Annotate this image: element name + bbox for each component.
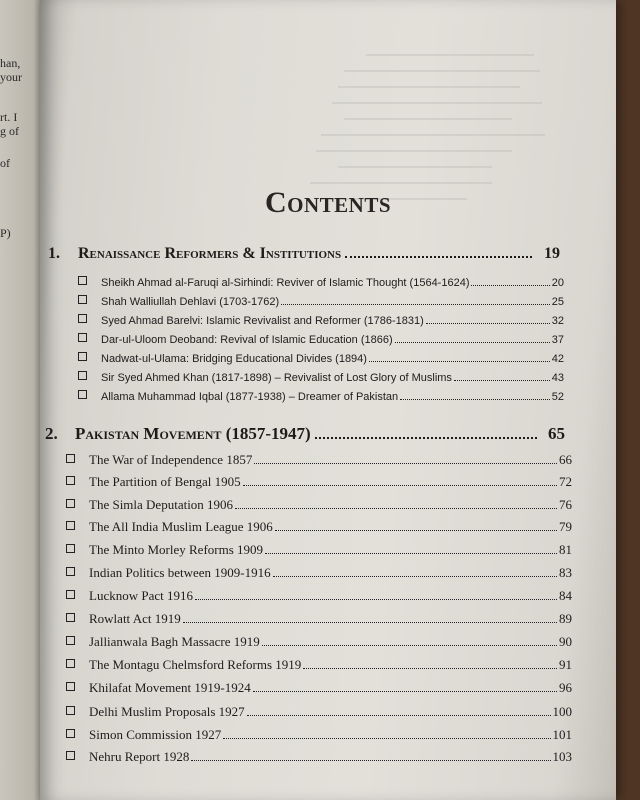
leader-dots <box>253 691 557 692</box>
toc-entry <box>66 542 572 558</box>
checkbox-icon <box>66 636 75 645</box>
leader-dots <box>281 304 550 305</box>
leader-dots <box>454 380 550 381</box>
entry-title: The Partition of Bengal 1905 <box>89 474 241 489</box>
section-title: Renaissance Reformers & Institutions <box>78 245 342 262</box>
leader-dots <box>265 553 557 554</box>
leader-dots <box>345 256 532 258</box>
entry-title: The Montagu Chelmsford Reforms 1919 <box>89 657 302 672</box>
entry-page-number: 96 <box>559 680 572 695</box>
toc-entry <box>78 372 564 384</box>
leader-dots <box>400 399 550 400</box>
contents-page <box>40 0 616 800</box>
entry-page-number: 72 <box>559 474 572 489</box>
entry-title: Khilafat Movement 1919-1924 <box>89 680 251 695</box>
leader-dots <box>247 715 551 716</box>
entry-page-number: 83 <box>559 565 572 580</box>
checkbox-icon <box>66 659 75 668</box>
entry-title: Sheikh Ahmad al-Faruqi al-Sirhindi: Reviver of Islamic Thought (1564-1624) <box>101 277 470 289</box>
leader-dots <box>426 323 550 324</box>
entry-page-number: 81 <box>559 542 572 557</box>
toc-entry <box>66 727 572 743</box>
page-title: Contents <box>264 186 392 219</box>
entry-title: The Minto Morley Reforms 1909 <box>89 542 264 557</box>
entry-title: Simon Commission 1927 <box>89 727 222 742</box>
entry-title: Allama Muhammad Iqbal (1877-1938) – Dreamer of Pakistan <box>101 391 399 403</box>
checkbox-icon <box>78 352 87 361</box>
leader-dots <box>395 342 550 343</box>
checkbox-icon <box>78 276 87 285</box>
toc-entry <box>66 519 572 535</box>
toc-entry <box>66 749 572 765</box>
toc-entry <box>78 353 564 365</box>
leader-dots <box>243 485 557 486</box>
leader-dots <box>223 738 550 739</box>
entry-page-number: 91 <box>559 657 572 672</box>
toc-entry <box>78 315 564 327</box>
prev-page-text: of <box>0 156 10 170</box>
entry-title: Indian Politics between 1909-1916 <box>89 565 271 580</box>
entry-page-number: 101 <box>552 727 572 742</box>
checkbox-icon <box>66 544 75 553</box>
section-number: 2. <box>45 424 58 443</box>
toc-entry <box>66 474 572 490</box>
entry-title: Lucknow Pact 1916 <box>89 588 193 603</box>
entry-page-number: 52 <box>551 391 564 403</box>
toc-entry <box>78 296 564 308</box>
entry-page-number: 103 <box>552 749 572 764</box>
entry-title: Delhi Muslim Proposals 1927 <box>89 704 245 719</box>
entry-title: Nadwat-ul-Ulama: Bridging Educational Divides (1894) <box>101 353 367 365</box>
checkbox-icon <box>66 613 75 622</box>
entry-title: Nehru Report 1928 <box>89 749 190 764</box>
leader-dots <box>191 760 550 761</box>
entry-page-number: 100 <box>552 704 572 719</box>
leader-dots <box>235 508 557 509</box>
entry-page-number: 37 <box>551 334 564 346</box>
checkbox-icon <box>66 590 75 599</box>
leader-dots <box>369 361 550 362</box>
toc-entry <box>78 277 564 289</box>
section-number: 1. <box>48 245 60 262</box>
leader-dots <box>183 622 557 623</box>
toc-entry <box>66 565 572 581</box>
leader-dots <box>254 463 557 464</box>
toc-entry <box>66 452 572 468</box>
section-heading <box>45 424 565 444</box>
leader-dots <box>303 668 557 669</box>
checkbox-icon <box>78 333 87 342</box>
toc-entry <box>66 680 572 696</box>
section-title: Pakistan Movement (1857-1947) <box>75 424 311 443</box>
entry-page-number: 79 <box>559 519 572 534</box>
entry-title: Jallianwala Bagh Massacre 1919 <box>89 634 260 649</box>
entry-title: Syed Ahmad Barelvi: Islamic Revivalist and Reformer (1786-1831) <box>101 315 424 327</box>
entry-title: The All India Muslim League 1906 <box>89 519 273 534</box>
entry-page-number: 90 <box>559 634 572 649</box>
entry-page-number: 25 <box>551 296 564 308</box>
checkbox-icon <box>66 454 75 463</box>
entry-page-number: 89 <box>559 611 572 626</box>
checkbox-icon <box>66 729 75 738</box>
entry-title: The War of Independence 1857 <box>89 452 253 467</box>
section-heading <box>48 245 560 263</box>
entry-title: Dar-ul-Uloom Deoband: Revival of Islamic Education (1866) <box>101 334 393 346</box>
toc-entry <box>66 657 572 673</box>
entry-page-number: 32 <box>551 315 564 327</box>
entry-title: The Simla Deputation 1906 <box>89 497 234 512</box>
prev-page-text: P) <box>0 226 11 240</box>
checkbox-icon <box>66 521 75 530</box>
toc-entry <box>78 334 564 346</box>
prev-page-text: your <box>0 70 22 84</box>
checkbox-icon <box>78 371 87 380</box>
entry-title: Sir Syed Ahmed Khan (1817-1898) – Revivalist of Lost Glory of Muslims <box>101 372 452 384</box>
checkbox-icon <box>66 682 75 691</box>
checkbox-icon <box>66 706 75 715</box>
section-page-number: 19 <box>544 245 560 262</box>
prev-page-text: rt. I <box>0 110 18 124</box>
leader-dots <box>262 645 557 646</box>
leader-dots <box>275 530 557 531</box>
entry-page-number: 84 <box>559 588 572 603</box>
leader-dots <box>273 576 557 577</box>
entry-page-number: 66 <box>559 452 572 467</box>
toc-entry <box>66 588 572 604</box>
entry-page-number: 43 <box>551 372 564 384</box>
section-page-number: 65 <box>548 424 565 443</box>
prev-page-text: han, <box>0 56 21 70</box>
leader-dots <box>315 437 537 439</box>
entry-page-number: 76 <box>559 497 572 512</box>
entry-page-number: 42 <box>551 353 564 365</box>
checkbox-icon <box>78 390 87 399</box>
toc-entry <box>66 704 572 720</box>
entry-title: Rowlatt Act 1919 <box>89 611 181 626</box>
checkbox-icon <box>66 476 75 485</box>
toc-entry <box>66 611 572 627</box>
leader-dots <box>195 599 557 600</box>
prev-page-text: g of <box>0 124 19 138</box>
toc-entry <box>78 391 564 403</box>
leader-dots <box>471 285 549 286</box>
entry-title: Shah Walliullah Dehlavi (1703-1762) <box>101 296 280 308</box>
checkbox-icon <box>78 295 87 304</box>
checkbox-icon <box>66 567 75 576</box>
checkbox-icon <box>66 751 75 760</box>
entry-page-number: 20 <box>551 277 564 289</box>
toc-entry <box>66 634 572 650</box>
toc-entry <box>66 497 572 513</box>
checkbox-icon <box>66 499 75 508</box>
checkbox-icon <box>78 314 87 323</box>
